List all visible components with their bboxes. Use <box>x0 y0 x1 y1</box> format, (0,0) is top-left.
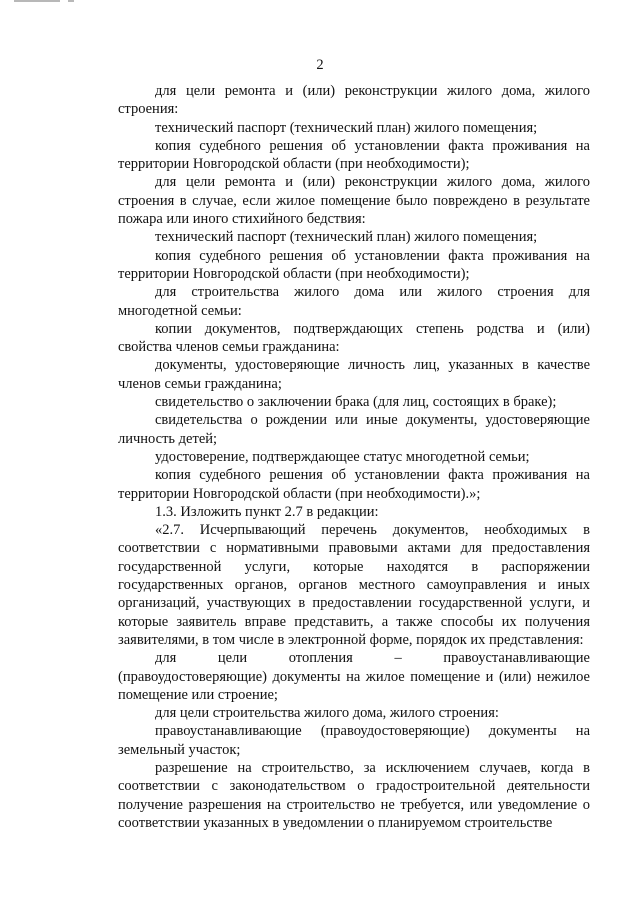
paragraph: для цели ремонта и (или) реконструкции жилого дома, жилого строения в случае, если жилое помещение было повреждено в результате пожара или иного стихийного бедствия: <box>118 174 590 228</box>
paragraph: для строительства жилого дома или жилого строения для многодетной семьи: <box>118 284 590 319</box>
paragraph: удостоверение, подтверждающее статус многодетной семьи; <box>155 448 530 465</box>
paragraph: «2.7. Исчерпывающий перечень документов, необходимых в соответствии с нормативными правовыми актами для предоставления государственной услуги, которые находятся в распоряжении государственных органов, органов местного самоуправления и иных организаций, участвующих в предоставлении государственной услуги, и которые заявитель вправе представить, а также способы их получения заявителями, в том числе в электронной форме, порядок их представления: <box>118 522 590 648</box>
paragraph: для цели строительства жилого дома, жилого строения: <box>155 705 499 722</box>
document-body <box>118 82 590 832</box>
paragraph: свидетельства о рождении или иные документы, удостоверяющие личность детей; <box>118 412 590 447</box>
paragraph: 1.3. Изложить пункт 2.7 в редакции: <box>155 503 379 520</box>
paragraph: копии документов, подтверждающих степень родства и (или) свойства членов семьи гражданина: <box>118 320 590 356</box>
scan-edge-mark <box>68 0 74 2</box>
paragraph: для цели отопления – правоустанавливающие (правоудостоверяющие) документы на жилое помещение и (или) нежилое помещение или строение; <box>118 650 590 703</box>
paragraph: разрешение на строительство, за исключением случаев, когда в соответствии с законодательством о градостроительной деятельности получение разрешения на строительство не требуется, или уведомление о соответствии указанных в уведомлении о планируемом строительстве <box>118 759 590 831</box>
paragraph: документы, удостоверяющие личность лиц, указанных в качестве членов семьи гражданина; <box>118 357 590 392</box>
scan-edge-mark <box>14 0 60 2</box>
page-number: 2 <box>316 57 324 73</box>
paragraph: свидетельство о заключении брака (для лиц, состоящих в браке); <box>155 394 557 411</box>
paragraph: технический паспорт (технический план) жилого помещения; <box>155 229 538 246</box>
paragraph: копия судебного решения об установлении факта проживания на территории Новгородской области (при необходимости); <box>118 247 590 282</box>
paragraph: копия судебного решения об установлении факта проживания на территории Новгородской области (при необходимости); <box>118 137 590 173</box>
paragraph: технический паспорт (технический план) жилого помещения; <box>155 119 538 136</box>
paragraph: правоустанавливающие (правоудостоверяющие) документы на земельный участок; <box>118 723 590 758</box>
paragraph: копия судебного решения об установлении факта проживания на территории Новгородской области (при необходимости).»; <box>118 467 590 502</box>
paragraph: для цели ремонта и (или) реконструкции жилого дома, жилого строения: <box>118 83 590 118</box>
